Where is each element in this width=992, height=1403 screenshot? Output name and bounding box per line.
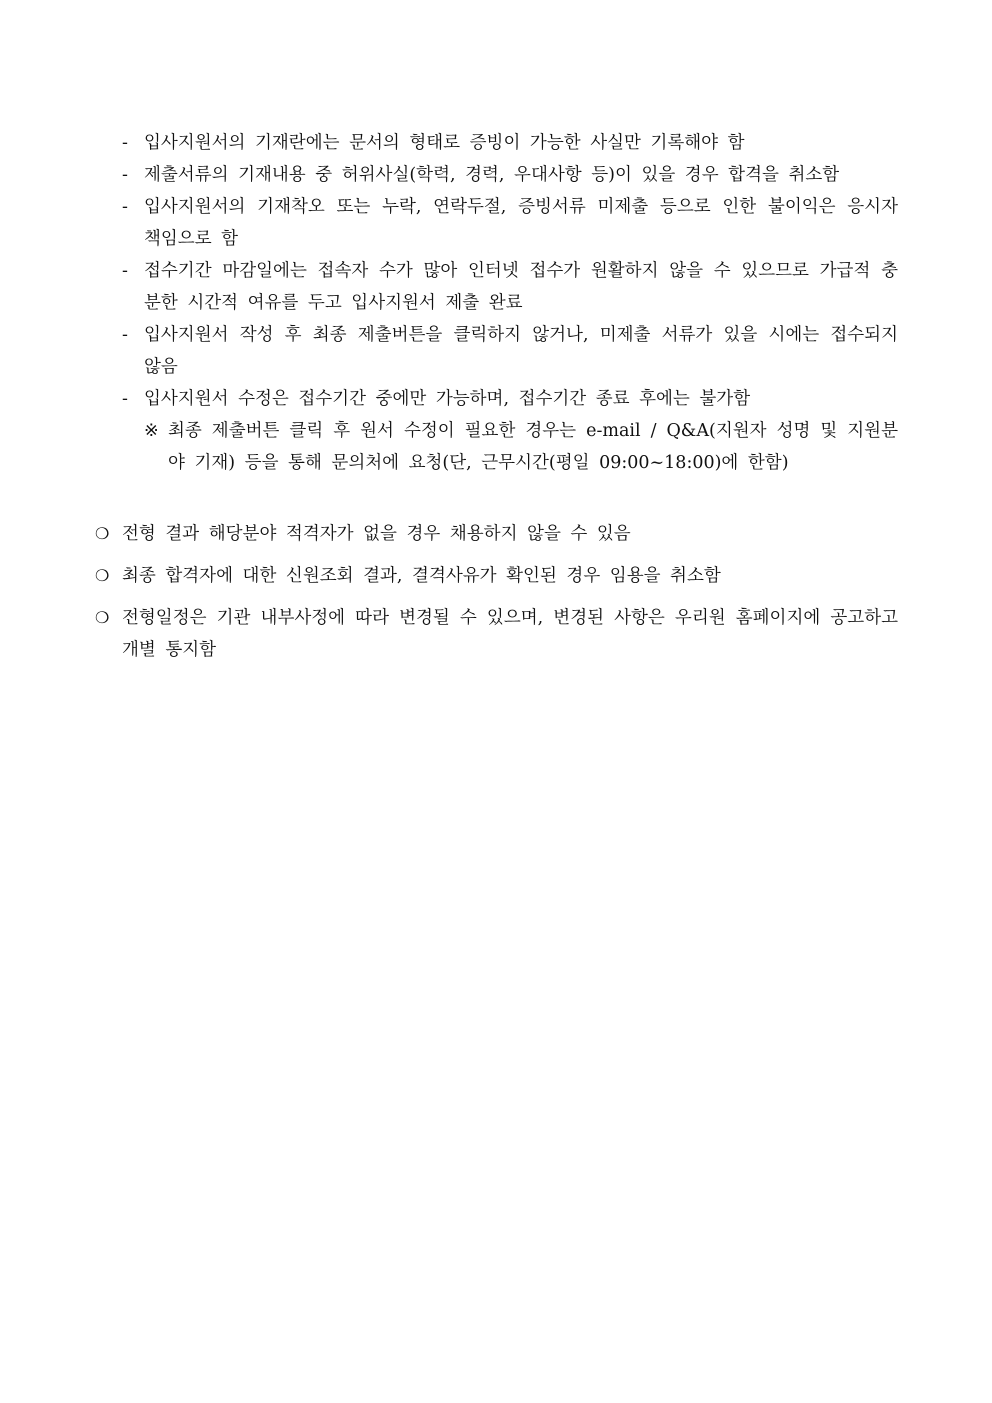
dash-bullet: - (122, 325, 128, 345)
circle-bullet-icon: ❍ (95, 524, 110, 543)
general-notice-list (95, 518, 898, 676)
list-item-text: 입사지원서의 기재착오 또는 누락, 연락두절, 증빙서류 미제출 등으로 인한 불이익은 응시자 책임으로 함 (144, 197, 898, 249)
list-item (95, 560, 898, 592)
circle-bullet-icon: ❍ (95, 566, 110, 585)
list-item-text: 입사지원서 수정은 접수기간 중에만 가능하며, 접수기간 종료 후에는 불가함 (144, 389, 751, 409)
dash-bullet: - (122, 389, 128, 409)
application-notes-list (122, 127, 898, 479)
dash-bullet: - (122, 133, 128, 153)
circle-bullet-icon: ❍ (95, 608, 110, 627)
dash-bullet: - (122, 165, 128, 185)
list-item (95, 518, 898, 550)
list-item (122, 191, 898, 255)
list-item (122, 319, 898, 383)
list-item (122, 159, 898, 191)
list-item-text: 접수기간 마감일에는 접속자 수가 많아 인터넷 접수가 원활하지 않을 수 있으므로 가급적 충분한 시간적 여유를 두고 입사지원서 제출 완료 (144, 261, 898, 313)
list-item (122, 255, 898, 319)
dash-bullet: - (122, 261, 128, 281)
list-item-text: 입사지원서 작성 후 최종 제출버튼을 클릭하지 않거나, 미제출 서류가 있을 시에는 접수되지 않음 (144, 325, 898, 377)
note-item (122, 415, 898, 479)
list-item (95, 602, 898, 666)
note-text: 최종 제출버튼 클릭 후 원서 수정이 필요한 경우는 e-mail / Q&A(지원자 성명 및 지원분야 기재) 등을 통해 문의처에 요청(단, 근무시간(평일 09:00~18:00)에 한함) (168, 421, 898, 473)
list-item (122, 127, 898, 159)
reference-mark-icon: ※ (144, 421, 159, 441)
list-item-text: 제출서류의 기재내용 중 허위사실(학력, 경력, 우대사항 등)이 있을 경우 합격을 취소함 (144, 165, 840, 185)
dash-bullet: - (122, 197, 128, 217)
list-item-text: 최종 합격자에 대한 신원조회 결과, 결격사유가 확인된 경우 임용을 취소함 (122, 566, 721, 586)
list-item-text: 전형 결과 해당분야 적격자가 없을 경우 채용하지 않을 수 있음 (122, 524, 631, 544)
list-item-text: 입사지원서의 기재란에는 문서의 형태로 증빙이 가능한 사실만 기록해야 함 (144, 133, 745, 153)
list-item-text: 전형일정은 기관 내부사정에 따라 변경될 수 있으며, 변경된 사항은 우리원 홈페이지에 공고하고 개별 통지함 (122, 608, 898, 660)
list-item (122, 383, 898, 415)
